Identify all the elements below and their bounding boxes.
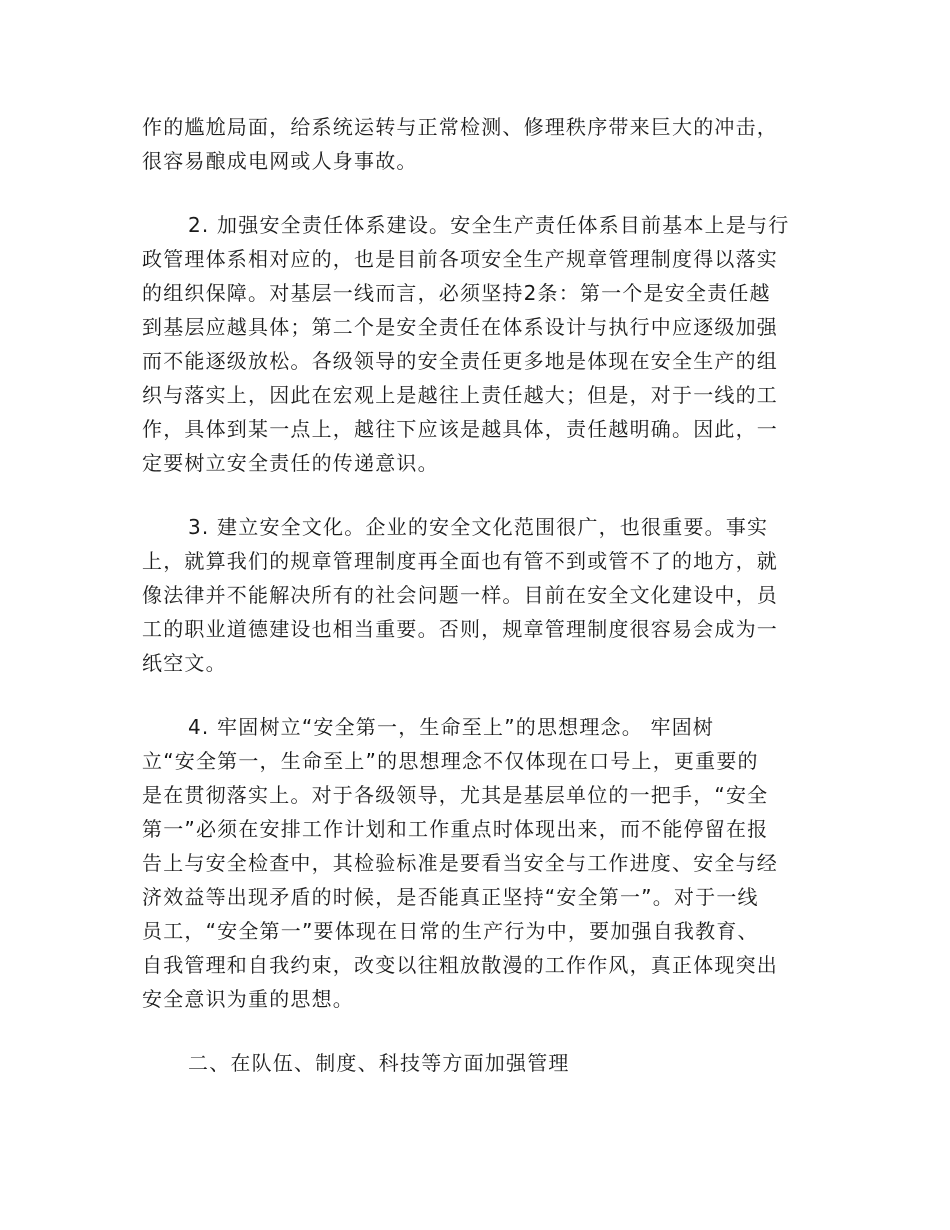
text-line: 员工，“安全第一”要体现在日常的生产行为中，要加强自我教育、: [142, 919, 759, 943]
text-line: 第一”必须在安排工作计划和工作重点时体现出来，而不能停留在报: [142, 817, 769, 841]
text-line: 作的尴尬局面，给系统运转与正常检测、修理秩序带来巨大的冲击，: [142, 115, 778, 139]
paragraph-safety-culture: [142, 510, 810, 680]
paragraph-gap: [142, 680, 810, 710]
text-line: 纸空文。: [142, 651, 227, 675]
text-line: 3. 建立安全文化。企业的安全文化范围很广，也很重要。事实: [188, 515, 769, 539]
text-line: 很容易酿成电网或人身事故。: [142, 149, 418, 173]
text-line: 而不能逐级放松。各级领导的安全责任更多地是体现在安全生产的组: [142, 349, 778, 373]
text-line: 的组织保障。对基层一线而言，必须坚持2条：第一个是安全责任越: [142, 281, 771, 305]
paragraph-gap: [142, 178, 810, 208]
paragraph-gap: [142, 1016, 810, 1046]
text-line: 工的职业道德建设也相当重要。否则，规章管理制度很容易会成为一: [142, 617, 778, 641]
text-line: 告上与安全检查中，其检验标准是要看当安全与工作进度、安全与经: [142, 851, 778, 875]
section-heading-text: 二、在队伍、制度、科技等方面加强管理: [188, 1051, 570, 1075]
text-line: 像法律并不能解决所有的社会问题一样。目前在安全文化建设中，员: [142, 583, 778, 607]
paragraph-gap: [142, 480, 810, 510]
text-line: 济效益等出现矛盾的时候，是否能真正坚持“安全第一”。对于一线: [142, 885, 759, 909]
text-line: 自我管理和自我约束，改变以往粗放散漫的工作作风，真正体现突出: [142, 953, 778, 977]
text-line: 到基层应越具体；第二个是安全责任在体系设计与执行中应逐级加强: [142, 315, 778, 339]
document-body: [142, 110, 810, 1080]
text-line: 是在贯彻落实上。对于各级领导，尤其是基层单位的一把手，“安全: [142, 783, 769, 807]
text-line: 作，具体到某一点上，越往下应该是越具体，责任越明确。因此，一: [142, 417, 778, 441]
text-line: 织与落实上，因此在宏观上是越往上责任越大；但是，对于一线的工: [142, 383, 778, 407]
text-line: 2. 加强安全责任体系建设。安全生产责任体系目前基本上是与行: [188, 213, 790, 237]
paragraph-continuation: [142, 110, 810, 178]
text-line: 立“安全第一，生命至上”的思想理念不仅体现在口号上，更重要的: [142, 749, 759, 773]
section-heading: [142, 1046, 810, 1080]
text-line: 定要树立安全责任的传递意识。: [142, 451, 439, 475]
paragraph-safety-first: [142, 710, 810, 1016]
text-line: 4. 牢固树立“安全第一，生命至上”的思想理念。 牢固树: [188, 715, 715, 739]
text-line: 政管理体系相对应的，也是目前各项安全生产规章管理制度得以落实: [142, 247, 778, 271]
text-line: 安全意识为重的思想。: [142, 987, 354, 1011]
paragraph-safety-responsibility: [142, 208, 810, 480]
text-line: 上，就算我们的规章管理制度再全面也有管不到或管不了的地方，就: [142, 549, 778, 573]
